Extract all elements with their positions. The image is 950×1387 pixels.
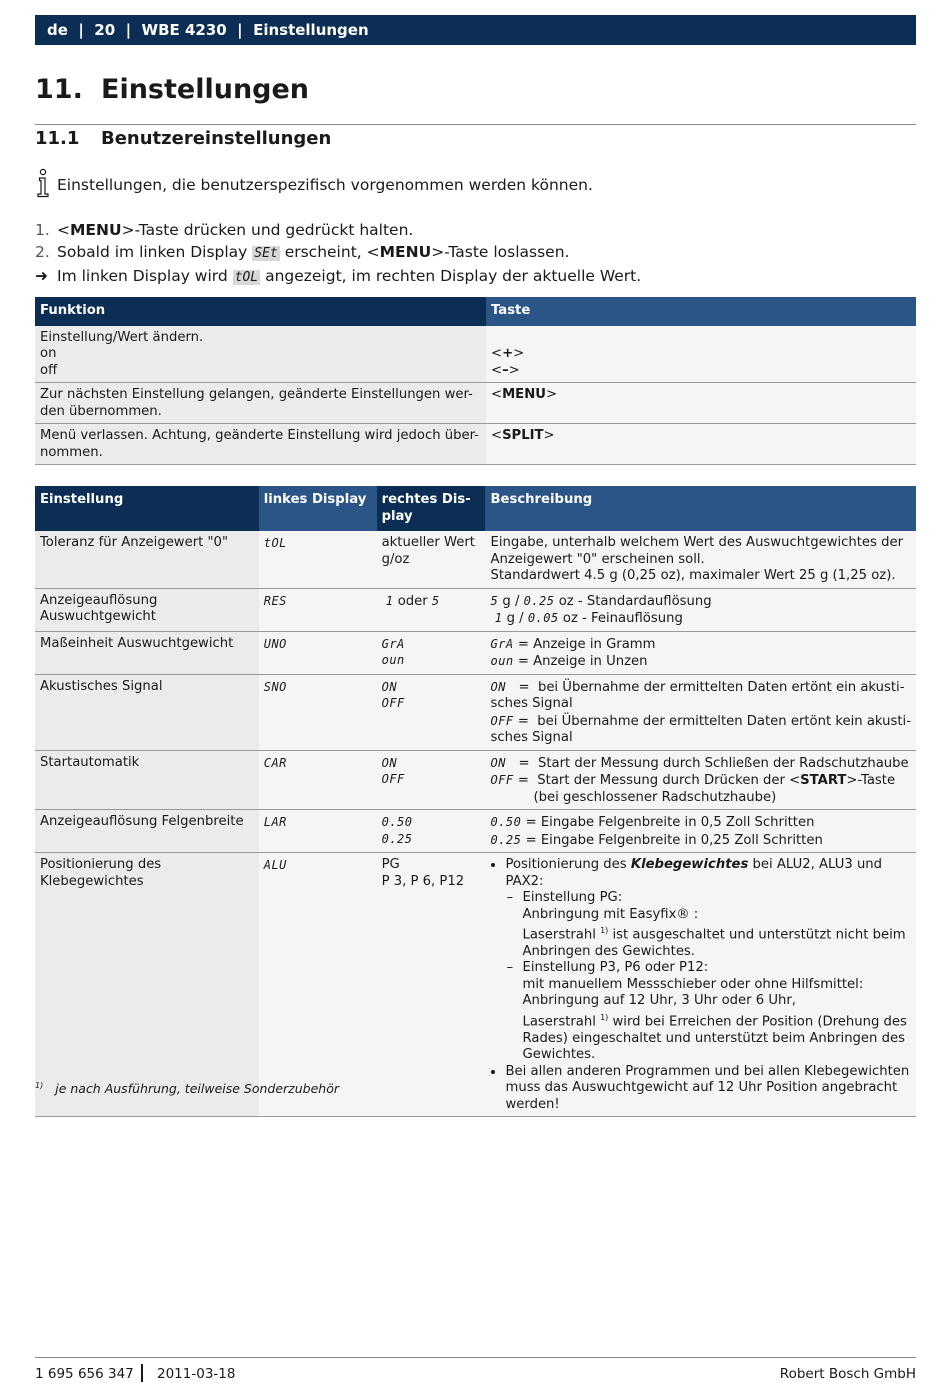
table-row: Einstellung/Wert ändern. on off <+> <–> [35, 326, 916, 383]
footer-company: Robert Bosch GmbH [779, 1366, 916, 1382]
step-2: 2. Sobald im linken Display SEt erscheint, <MENU>-Taste loslassen. [35, 243, 570, 261]
table-row: Toleranz für Anzeigewert "0" tOL aktueller Wert g/oz Eingabe, unterhalb welchem Wert des Auswuchtgewichtes der Anzeigewert "0" erscheinen soll. Standardwert 4.5 g (0,25 oz), maximaler Wert 25 g (1,25 oz). [35, 531, 916, 588]
table-row: Startautomatik CAR ON OFF ON = Start der Messung durch Schließen der Radschutzhaube OFF = Start der Messung durch Drücken der <START>-Taste (bei geschlossener Radschutzhaube) [35, 750, 916, 810]
table-row: Anzeigeauflösung Felgenbreite LAR 0.50 0.25 0.50 = Eingabe Felgenbreite in 0,5 Zoll Schritten 0.25 = Eingabe Felgenbreite in 0,25 Zoll Schritten [35, 810, 916, 853]
page-header-bar: de | 20 | WBE 4230 | Einstellungen [35, 15, 916, 45]
arrow-right-icon: ➜ [35, 267, 48, 285]
settings-table [35, 486, 916, 1117]
footnote: $^{1)}$ je nach Ausführung, teilweise Sonderzubehör [35, 1081, 339, 1097]
table-row: Positionierung des Klebegewichtes ALU PG P 3, P 6, P12 • Positionierung des Klebegewichtes bei ALU2, ALU3 und PAX2: – Einstellung PG: Anbringung mit Easyfix® : Laserstrahl $^{1)}$ ist ausgeschaltet und unterstützt nicht beim Anbringen des Gewichtes. – Einstellung P3, P6 oder P12: mit manuellem Messschieber oder ohne Hilfsmittel: Anbringung auf 12 Uhr, 3 Uhr oder 6 Uhr, Laserstrahl $^{1)}$ wird bei Erreichen der Position (Drehung des Rades) eingeschaltet und unterstützt beim Anbringen des Gewichtes. • Bei allen anderen Programmen und bei allen Klebegewichten muss das Auswuchtgewicht auf 12 Uhr Position angebracht werden! [35, 853, 916, 1117]
display-code: tOL [234, 270, 259, 285]
section-title: 11.1 Benutzereinstellungen [35, 128, 332, 149]
table-row: Menü verlassen. Achtung, geänderte Einstellung wird jedoch über- nommen. <SPLIT> [35, 424, 916, 465]
title-rule [35, 124, 916, 125]
description-list: • Positionierung des Klebegewichtes bei ALU2, ALU3 und PAX2: – Einstellung PG: Anbringung mit Easyfix® : Laserstrahl $^{1)}$ ist ausgeschaltet und unterstützt nicht beim Anbringen des Gewichtes. – Einstellung P3, P6 oder P12: mit manuellem Messschieber oder ohne Hilfsmittel: Anbringung auf 12 Uhr, 3 Uhr oder 6 Uhr, Laserstrahl $^{1)}$ wird bei Erreichen der Position (Drehung des Rades) eingeschaltet und unterstützt beim Anbringen des Gewichtes. • Bei allen anderen Programmen und bei allen Klebegewichten muss das Auswuchtgewicht auf 12 Uhr Position angebracht werden! [490, 857, 911, 1113]
table-row: Anzeigeauflösung Auswuchtgewicht RES 1 oder 5 5 g / 0.25 oz - Standardauflösung 1 g / 0.05 oz - Feinauflösung [35, 588, 916, 631]
table-row: Akustisches Signal SNO ON OFF ON = bei Übernahme der ermittelten Daten ertönt ein akusti- sches Signal OFF = bei Übernahme der ermittelten Daten ertönt kein akusti- sches Signal [35, 674, 916, 750]
step-result: ➜ Im linken Display wird tOL angezeigt, im rechten Display der aktuelle Wert. [35, 267, 642, 285]
function-table [35, 297, 916, 465]
page-title: 11. Einstellungen [35, 74, 310, 105]
table-header-row: Funktion Taste [35, 297, 916, 326]
footer-rule [35, 1357, 916, 1358]
step-1: 1. <MENU>-Taste drücken und gedrückt halten. [35, 221, 414, 239]
steps-list [35, 219, 641, 289]
table-row: Maßeinheit Auswuchtgewicht UNO GrA oun GrA = Anzeige in Gramm oun = Anzeige in Unzen [35, 631, 916, 674]
footer-date: 2011-03-18 [157, 1366, 236, 1382]
table-header-row: Einstellung linkes Display rechtes Dis- play Beschreibung [35, 486, 916, 531]
footer-separator [141, 1364, 143, 1382]
display-code: SEt [254, 246, 278, 261]
footer-doc-number: 1 695 656 347 [35, 1366, 134, 1382]
info-text: Einstellungen, die benutzerspezifisch vorgenommen werden können. [57, 176, 593, 194]
info-icon [35, 168, 51, 198]
table-row: Zur nächsten Einstellung gelangen, geänderte Einstellungen wer- den übernommen. <MENU> [35, 383, 916, 424]
